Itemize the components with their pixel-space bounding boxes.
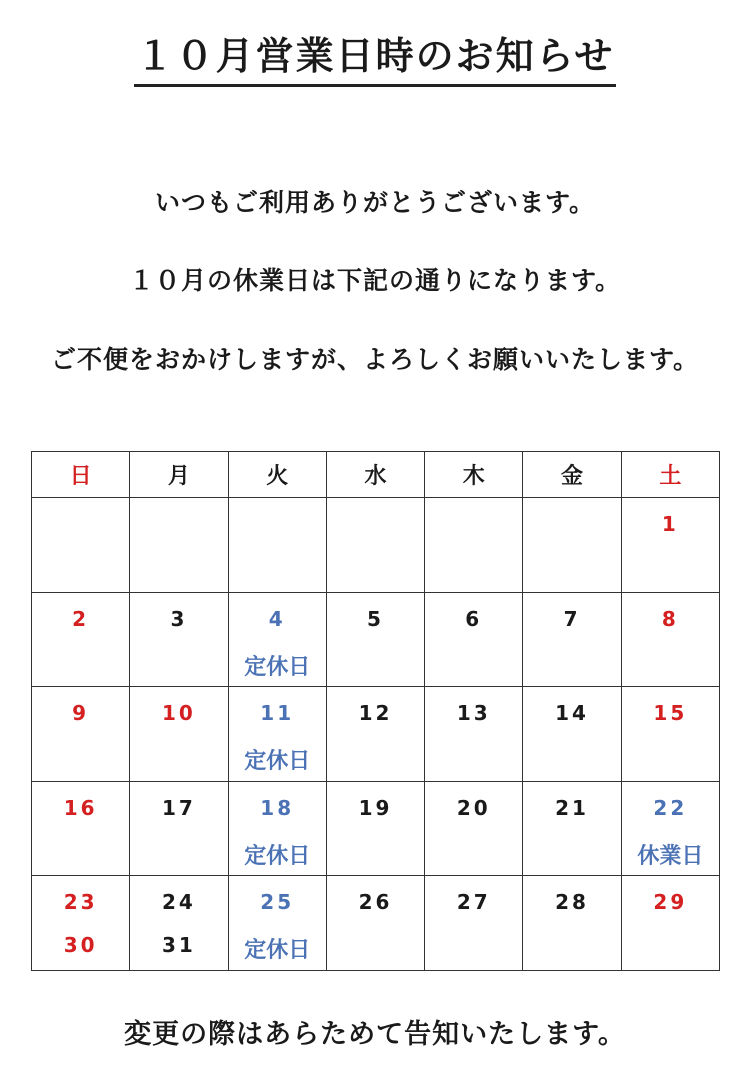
calendar-day-cell bbox=[425, 498, 523, 593]
day-number-secondary: 30 bbox=[63, 933, 98, 958]
calendar-day-cell bbox=[425, 592, 523, 687]
calendar-day-cell-inner bbox=[229, 782, 326, 874]
day-note: 定休日 bbox=[244, 749, 311, 775]
day-number: 25 bbox=[260, 890, 295, 915]
calendar-day-cell-inner bbox=[130, 876, 227, 968]
calendar-day-cell-inner bbox=[229, 876, 326, 968]
calendar-day-cell-inner bbox=[523, 876, 620, 968]
calendar-day-cell-inner bbox=[32, 876, 129, 968]
calendar-day-cell bbox=[621, 592, 719, 687]
weekday-label: 金 bbox=[561, 464, 584, 489]
weekday-tue bbox=[228, 452, 326, 498]
calendar-day-cell bbox=[32, 498, 130, 593]
calendar-day-cell bbox=[32, 687, 130, 782]
calendar-day-cell-inner bbox=[130, 782, 227, 874]
calendar-day-cell-inner bbox=[327, 687, 424, 779]
calendar-day-cell bbox=[228, 876, 326, 971]
day-number: 24 bbox=[162, 890, 196, 915]
day-number-secondary: 31 bbox=[162, 933, 196, 958]
calendar-day-cell bbox=[326, 592, 424, 687]
calendar-day-cell bbox=[621, 781, 719, 876]
calendar-day-cell bbox=[32, 592, 130, 687]
calendar-day-cell-inner bbox=[130, 498, 227, 590]
calendar-day-cell-inner bbox=[622, 687, 719, 779]
day-number: 12 bbox=[358, 701, 393, 726]
calendar-day-cell bbox=[523, 876, 621, 971]
calendar-day-cell bbox=[228, 592, 326, 687]
day-number: 8 bbox=[661, 606, 679, 631]
day-number: 1 bbox=[661, 512, 679, 536]
calendar-day-cell-inner bbox=[32, 593, 129, 685]
calendar-day-cell bbox=[523, 781, 621, 876]
calendar-day-cell bbox=[425, 876, 523, 971]
day-number: 20 bbox=[456, 795, 491, 820]
day-number: 4 bbox=[268, 606, 286, 631]
calendar-day-cell bbox=[326, 498, 424, 593]
calendar-day-cell-inner bbox=[130, 687, 227, 779]
day-number: 7 bbox=[563, 606, 581, 631]
day-number: 18 bbox=[260, 795, 295, 820]
calendar-day-cell bbox=[228, 781, 326, 876]
day-number: 22 bbox=[653, 795, 688, 820]
weekday-sat bbox=[621, 452, 719, 498]
calendar-day-cell-inner bbox=[130, 593, 227, 685]
day-number: 19 bbox=[358, 795, 393, 820]
calendar-day-cell-inner bbox=[622, 782, 719, 874]
weekday-fri bbox=[523, 452, 621, 498]
day-note: 定休日 bbox=[244, 654, 311, 680]
day-number: 27 bbox=[456, 890, 491, 915]
day-number: 2 bbox=[72, 606, 90, 631]
calendar-day-cell bbox=[523, 687, 621, 782]
weekday-thu bbox=[425, 452, 523, 498]
calendar-week-row bbox=[32, 781, 720, 876]
calendar-day-cell bbox=[326, 687, 424, 782]
calendar-body bbox=[32, 498, 720, 971]
calendar-day-cell bbox=[523, 592, 621, 687]
calendar-day-cell bbox=[425, 781, 523, 876]
day-note: 定休日 bbox=[244, 843, 311, 869]
calendar-day-cell bbox=[32, 781, 130, 876]
weekday-label: 日 bbox=[69, 464, 92, 489]
calendar-day-cell-inner bbox=[229, 593, 326, 685]
calendar-day-cell bbox=[130, 781, 228, 876]
calendar-day-cell-inner bbox=[622, 593, 719, 685]
day-number: 11 bbox=[260, 701, 295, 726]
calendar-day-cell bbox=[425, 687, 523, 782]
calendar-day-cell bbox=[621, 687, 719, 782]
calendar-day-cell-inner bbox=[229, 498, 326, 590]
weekday-mon bbox=[130, 452, 228, 498]
notice-title-text: １０月営業日時のお知らせ bbox=[134, 36, 617, 87]
day-number: 29 bbox=[653, 890, 688, 915]
weekday-sun bbox=[32, 452, 130, 498]
day-number: 13 bbox=[456, 701, 491, 726]
calendar-day-cell bbox=[228, 687, 326, 782]
calendar-day-cell bbox=[130, 876, 228, 971]
calendar-day-cell-inner bbox=[425, 782, 522, 874]
day-number: 21 bbox=[555, 795, 589, 820]
calendar-week-row bbox=[32, 592, 720, 687]
calendar-week-row bbox=[32, 876, 720, 971]
calendar-day-cell bbox=[326, 876, 424, 971]
day-number: 14 bbox=[555, 701, 589, 726]
day-number: 23 bbox=[63, 890, 98, 915]
intro-line-1: いつもご利用ありがとうございます。 bbox=[154, 188, 595, 217]
day-note: 定休日 bbox=[244, 938, 311, 964]
weekday-label: 土 bbox=[659, 464, 682, 489]
day-number: 15 bbox=[653, 701, 688, 726]
calendar-day-cell bbox=[326, 781, 424, 876]
calendar-day-cell bbox=[228, 498, 326, 593]
calendar-day-cell-inner bbox=[425, 593, 522, 685]
weekday-label: 水 bbox=[364, 464, 387, 489]
calendar-day-cell-inner bbox=[327, 498, 424, 590]
day-number: 9 bbox=[72, 701, 90, 726]
calendar-day-cell-inner bbox=[32, 687, 129, 779]
calendar-day-cell-inner bbox=[425, 498, 522, 590]
calendar-day-cell bbox=[32, 876, 130, 971]
calendar-week-row bbox=[32, 498, 720, 593]
day-number: 17 bbox=[162, 795, 196, 820]
day-number: 6 bbox=[465, 606, 483, 631]
footer-note: 変更の際はあらためて告知いたします。 bbox=[124, 1019, 626, 1050]
calendar-day-cell bbox=[621, 498, 719, 593]
calendar-day-cell-inner bbox=[32, 498, 129, 590]
calendar-day-cell-inner bbox=[327, 593, 424, 685]
day-number: 3 bbox=[170, 606, 188, 631]
calendar-day-cell-inner bbox=[622, 498, 719, 590]
calendar-day-cell bbox=[621, 876, 719, 971]
day-number: 26 bbox=[358, 890, 393, 915]
day-number: 28 bbox=[555, 890, 589, 915]
weekday-label: 火 bbox=[266, 464, 289, 489]
october-calendar bbox=[31, 451, 720, 971]
calendar-day-cell bbox=[130, 498, 228, 593]
calendar-day-cell-inner bbox=[523, 782, 620, 874]
weekday-label: 木 bbox=[462, 464, 485, 489]
calendar-day-cell bbox=[523, 498, 621, 593]
weekday-header-row bbox=[32, 452, 720, 498]
calendar-day-cell bbox=[130, 687, 228, 782]
calendar-day-cell-inner bbox=[523, 593, 620, 685]
calendar-day-cell-inner bbox=[622, 876, 719, 968]
intro-line-2: １０月の休業日は下記の通りになります。 bbox=[128, 266, 621, 295]
calendar-week-row bbox=[32, 687, 720, 782]
calendar-day-cell-inner bbox=[327, 782, 424, 874]
calendar-day-cell-inner bbox=[229, 687, 326, 779]
weekday-wed bbox=[326, 452, 424, 498]
weekday-label: 月 bbox=[167, 464, 190, 489]
calendar-day-cell-inner bbox=[425, 876, 522, 968]
calendar-day-cell-inner bbox=[523, 498, 620, 590]
calendar-day-cell-inner bbox=[425, 687, 522, 779]
notice-title bbox=[0, 36, 750, 87]
day-number: 16 bbox=[63, 795, 98, 820]
calendar-day-cell bbox=[130, 592, 228, 687]
calendar-day-cell-inner bbox=[523, 687, 620, 779]
calendar-day-cell-inner bbox=[327, 876, 424, 968]
day-number: 5 bbox=[367, 606, 384, 631]
day-number: 10 bbox=[162, 701, 196, 726]
intro-line-3: ご不便をおかけしますが、よろしくお願いいたします。 bbox=[50, 345, 699, 374]
calendar-day-cell-inner bbox=[32, 782, 129, 874]
day-note: 休業日 bbox=[637, 843, 704, 869]
